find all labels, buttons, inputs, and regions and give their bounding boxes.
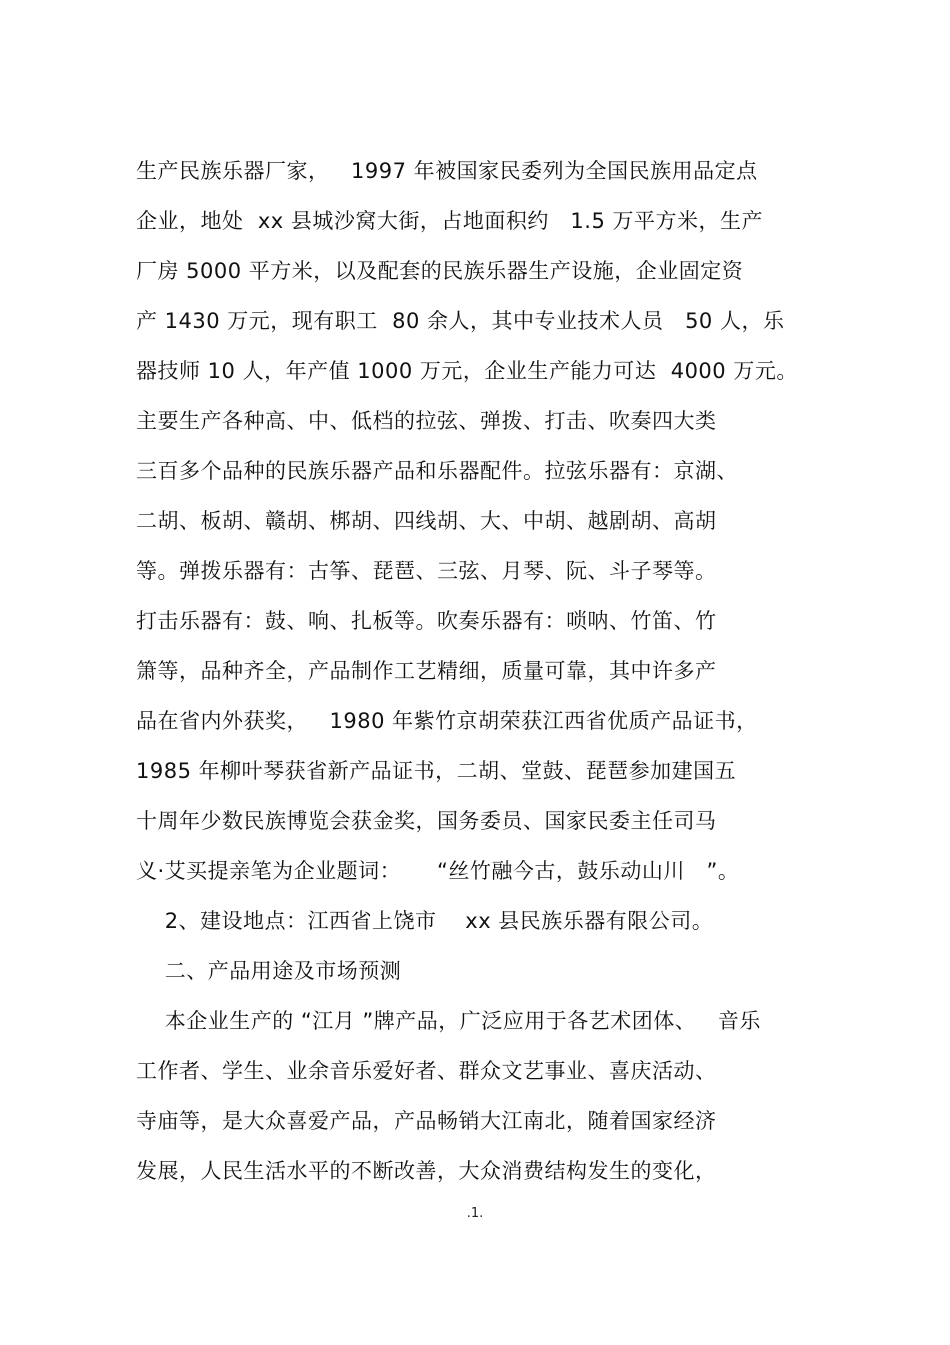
- text-line: 主要生产各种高、中、低档的拉弦、弹拨、打击、吹奏四大类: [136, 409, 717, 433]
- section-heading: 二、产品用途及市场预测: [136, 959, 402, 983]
- text-line: 1985 年柳叶琴获省新产品证书，二胡、堂鼓、琵琶参加建国五: [136, 759, 737, 783]
- text-line: 工作者、学生、业余音乐爱好者、群众文艺事业、喜庆活动、: [136, 1059, 717, 1083]
- page-number: .1.: [466, 1206, 484, 1221]
- text-line: 厂房 5000 平方米，以及配套的民族乐器生产设施，企业固定资: [136, 259, 744, 283]
- text-line: 本企业生产的 “江月 ”牌产品，广泛应用于各艺术团体、 音乐: [136, 1009, 761, 1033]
- text-line: 等。弹拨乐器有：古筝、琵琶、三弦、月琴、阮、斗子琴等。: [136, 559, 717, 583]
- text-line: 器技师 10 人，年产值 1000 万元，企业生产能力可达 4000 万元。: [136, 359, 798, 383]
- text-line: 箫等，品种齐全，产品制作工艺精细，质量可靠，其中许多产: [136, 659, 717, 683]
- text-line: 品在省内外获奖， 1980 年紫竹京胡荣获江西省优质产品证书，: [136, 709, 758, 733]
- text-line: 义·艾买提亲笔为企业题词： “丝竹融今古，鼓乐动山川 ”。: [136, 859, 740, 883]
- text-line: 打击乐器有：鼓、响、扎板等。吹奏乐器有：唢呐、竹笛、竹: [136, 609, 717, 633]
- text-line: 生产民族乐器厂家， 1997 年被国家民委列为全国民族用品定点: [136, 159, 758, 183]
- text-line: 三百多个品种的民族乐器产品和乐器配件。拉弦乐器有：京湖、: [136, 459, 738, 483]
- text-line: 2、建设地点：江西省上饶市 xx 县民族乐器有限公司。: [136, 909, 714, 933]
- text-line: 企业，地处 xx 县城沙窝大街，占地面积约 1.5 万平方米，生产: [136, 209, 763, 233]
- text-line: 寺庙等，是大众喜爱产品，产品畅销大江南北，随着国家经济: [136, 1109, 717, 1133]
- text-line: 十周年少数民族博览会获金奖，国务委员、国家民委主任司马: [136, 809, 717, 833]
- text-line: 产 1430 万元，现有职工 80 余人，其中专业技术人员 50 人，乐: [136, 309, 785, 333]
- text-line: 发展，人民生活水平的不断改善，大众消费结构发生的变化，: [136, 1159, 717, 1183]
- text-line: 二胡、板胡、赣胡、梆胡、四线胡、大、中胡、越剧胡、高胡: [136, 509, 717, 533]
